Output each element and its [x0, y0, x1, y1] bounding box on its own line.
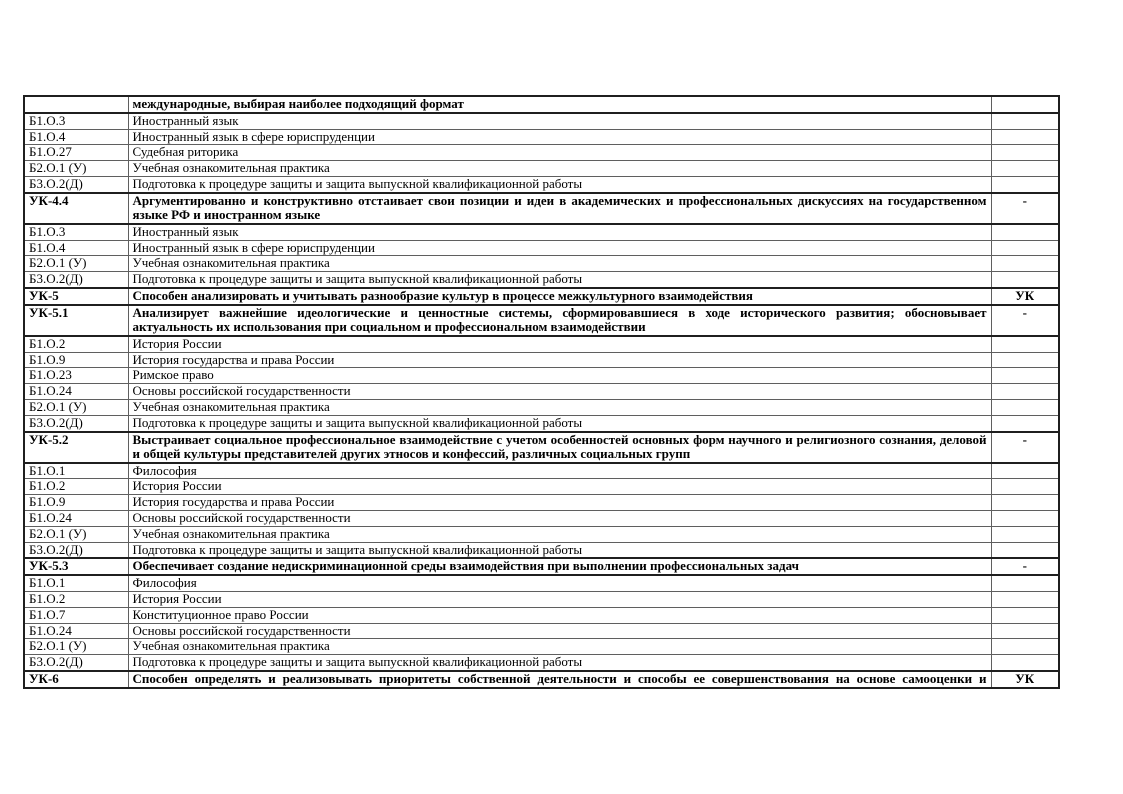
- mark-cell: [991, 384, 1059, 400]
- table-row: [24, 96, 1059, 113]
- course-code-cell: Б1.О.1: [24, 575, 128, 591]
- mark-cell: [991, 129, 1059, 145]
- description-cell: История государства и права России: [128, 495, 991, 511]
- description-cell: Аргументированно и конструктивно отстаивает свои позиции и идеи в академических и профессиональных дискуссиях на государственном языке РФ и иностранном языке: [128, 193, 991, 224]
- course-code-cell: Б2.О.1 (У): [24, 639, 128, 655]
- mark-cell: [991, 510, 1059, 526]
- mark-cell: [991, 542, 1059, 558]
- table-row: [24, 495, 1059, 511]
- description-cell: Судебная риторика: [128, 145, 991, 161]
- table-row: [24, 415, 1059, 431]
- table-row: [24, 639, 1059, 655]
- course-code-cell: Б1.О.1: [24, 463, 128, 479]
- course-code-cell: УК-4.4: [24, 193, 128, 224]
- description-cell: Философия: [128, 463, 991, 479]
- mark-cell: УК: [991, 671, 1059, 688]
- table-row: [24, 336, 1059, 352]
- table-row: [24, 432, 1059, 463]
- mark-cell: [991, 240, 1059, 256]
- course-code-cell: [24, 96, 128, 113]
- description-cell: Анализирует важнейшие идеологические и ценностные системы, сформировавшиеся в ходе исторического развития; обосновывает актуальность их использования при социальном и профессиональном взаимодействии: [128, 305, 991, 336]
- table-row: [24, 526, 1059, 542]
- description-cell: Подготовка к процедуре защиты и защита выпускной квалификационной работы: [128, 176, 991, 192]
- description-cell: Подготовка к процедуре защиты и защита выпускной квалификационной работы: [128, 415, 991, 431]
- table-row: [24, 161, 1059, 177]
- mark-cell: [991, 623, 1059, 639]
- course-code-cell: Б2.О.1 (У): [24, 256, 128, 272]
- description-cell: Иностранный язык: [128, 224, 991, 240]
- mark-cell: [991, 145, 1059, 161]
- table-row: [24, 113, 1059, 129]
- description-cell: Учебная ознакомительная практика: [128, 399, 991, 415]
- description-cell: Способен определять и реализовывать приоритеты собственной деятельности и способы ее совершенствования на основе самооценки и: [128, 671, 991, 688]
- course-code-cell: Б3.О.2(Д): [24, 415, 128, 431]
- table-row: [24, 240, 1059, 256]
- course-code-cell: Б3.О.2(Д): [24, 176, 128, 192]
- table-row: [24, 145, 1059, 161]
- course-code-cell: УК-6: [24, 671, 128, 688]
- mark-cell: [991, 352, 1059, 368]
- mark-cell: [991, 176, 1059, 192]
- table-body: [24, 96, 1059, 688]
- table-row: [24, 368, 1059, 384]
- description-cell: Учебная ознакомительная практика: [128, 256, 991, 272]
- table-row: [24, 193, 1059, 224]
- mark-cell: [991, 479, 1059, 495]
- course-code-cell: Б3.О.2(Д): [24, 542, 128, 558]
- course-code-cell: УК-5: [24, 288, 128, 305]
- table-row: [24, 655, 1059, 671]
- description-cell: Подготовка к процедуре защиты и защита выпускной квалификационной работы: [128, 542, 991, 558]
- description-cell: Иностранный язык в сфере юриспруденции: [128, 129, 991, 145]
- mark-cell: -: [991, 558, 1059, 575]
- course-code-cell: Б1.О.3: [24, 113, 128, 129]
- course-code-cell: Б3.О.2(Д): [24, 272, 128, 288]
- mark-cell: [991, 639, 1059, 655]
- description-cell: Учебная ознакомительная практика: [128, 639, 991, 655]
- description-cell: международные, выбирая наиболее подходящий формат: [128, 96, 991, 113]
- course-code-cell: Б3.О.2(Д): [24, 655, 128, 671]
- mark-cell: [991, 256, 1059, 272]
- course-code-cell: УК-5.3: [24, 558, 128, 575]
- mark-cell: [991, 655, 1059, 671]
- mark-cell: -: [991, 432, 1059, 463]
- mark-cell: [991, 113, 1059, 129]
- course-code-cell: Б1.О.4: [24, 240, 128, 256]
- description-cell: Способен анализировать и учитывать разнообразие культур в процессе межкультурного взаимодействия: [128, 288, 991, 305]
- description-cell: Подготовка к процедуре защиты и защита выпускной квалификационной работы: [128, 655, 991, 671]
- description-cell: Учебная ознакомительная практика: [128, 161, 991, 177]
- mark-cell: [991, 224, 1059, 240]
- description-cell: История государства и права России: [128, 352, 991, 368]
- description-cell: Иностранный язык: [128, 113, 991, 129]
- mark-cell: [991, 336, 1059, 352]
- mark-cell: [991, 526, 1059, 542]
- table-row: [24, 575, 1059, 591]
- course-code-cell: УК-5.2: [24, 432, 128, 463]
- table-row: [24, 591, 1059, 607]
- table-row: [24, 384, 1059, 400]
- description-cell: Иностранный язык в сфере юриспруденции: [128, 240, 991, 256]
- mark-cell: [991, 607, 1059, 623]
- course-code-cell: УК-5.1: [24, 305, 128, 336]
- table-row: [24, 352, 1059, 368]
- mark-cell: [991, 161, 1059, 177]
- course-code-cell: Б1.О.2: [24, 479, 128, 495]
- mark-cell: [991, 591, 1059, 607]
- course-code-cell: Б1.О.24: [24, 623, 128, 639]
- table-row: [24, 623, 1059, 639]
- mark-cell: [991, 368, 1059, 384]
- description-cell: История России: [128, 336, 991, 352]
- table-row: [24, 176, 1059, 192]
- description-cell: Подготовка к процедуре защиты и защита выпускной квалификационной работы: [128, 272, 991, 288]
- mark-cell: [991, 495, 1059, 511]
- table-row: [24, 607, 1059, 623]
- description-cell: Основы российской государственности: [128, 510, 991, 526]
- course-code-cell: Б2.О.1 (У): [24, 526, 128, 542]
- course-code-cell: Б1.О.4: [24, 129, 128, 145]
- description-cell: Основы российской государственности: [128, 623, 991, 639]
- table-row: [24, 305, 1059, 336]
- course-code-cell: Б1.О.2: [24, 336, 128, 352]
- course-code-cell: Б2.О.1 (У): [24, 161, 128, 177]
- course-code-cell: Б1.О.9: [24, 495, 128, 511]
- table-row: [24, 542, 1059, 558]
- table-row: [24, 224, 1059, 240]
- course-code-cell: Б1.О.27: [24, 145, 128, 161]
- table-row: [24, 463, 1059, 479]
- table-row: [24, 479, 1059, 495]
- course-code-cell: Б2.О.1 (У): [24, 399, 128, 415]
- mark-cell: -: [991, 305, 1059, 336]
- description-cell: Основы российской государственности: [128, 384, 991, 400]
- course-code-cell: Б1.О.23: [24, 368, 128, 384]
- course-code-cell: Б1.О.3: [24, 224, 128, 240]
- course-code-cell: Б1.О.7: [24, 607, 128, 623]
- table-row: [24, 671, 1059, 688]
- description-cell: Учебная ознакомительная практика: [128, 526, 991, 542]
- mark-cell: [991, 272, 1059, 288]
- mark-cell: [991, 399, 1059, 415]
- table-row: [24, 272, 1059, 288]
- course-code-cell: Б1.О.24: [24, 510, 128, 526]
- mark-cell: [991, 415, 1059, 431]
- description-cell: История России: [128, 479, 991, 495]
- description-cell: Римское право: [128, 368, 991, 384]
- mark-cell: [991, 575, 1059, 591]
- course-code-cell: Б1.О.9: [24, 352, 128, 368]
- table-row: [24, 256, 1059, 272]
- table-row: [24, 558, 1059, 575]
- description-cell: Выстраивает социальное профессиональное взаимодействие с учетом особенностей основных форм научного и религиозного сознания, деловой и общей культуры представителей других этносов и конфессий, различных социальных групп: [128, 432, 991, 463]
- table-row: [24, 288, 1059, 305]
- course-code-cell: Б1.О.24: [24, 384, 128, 400]
- table-row: [24, 510, 1059, 526]
- description-cell: Конституционное право России: [128, 607, 991, 623]
- table-row: [24, 129, 1059, 145]
- mark-cell: [991, 463, 1059, 479]
- description-cell: История России: [128, 591, 991, 607]
- course-code-cell: Б1.О.2: [24, 591, 128, 607]
- mark-cell: УК: [991, 288, 1059, 305]
- mark-cell: [991, 96, 1059, 113]
- table-row: [24, 399, 1059, 415]
- competency-matrix-table: [23, 95, 1060, 689]
- mark-cell: -: [991, 193, 1059, 224]
- description-cell: Обеспечивает создание недискриминационной среды взаимодействия при выполнении профессиональных задач: [128, 558, 991, 575]
- description-cell: Философия: [128, 575, 991, 591]
